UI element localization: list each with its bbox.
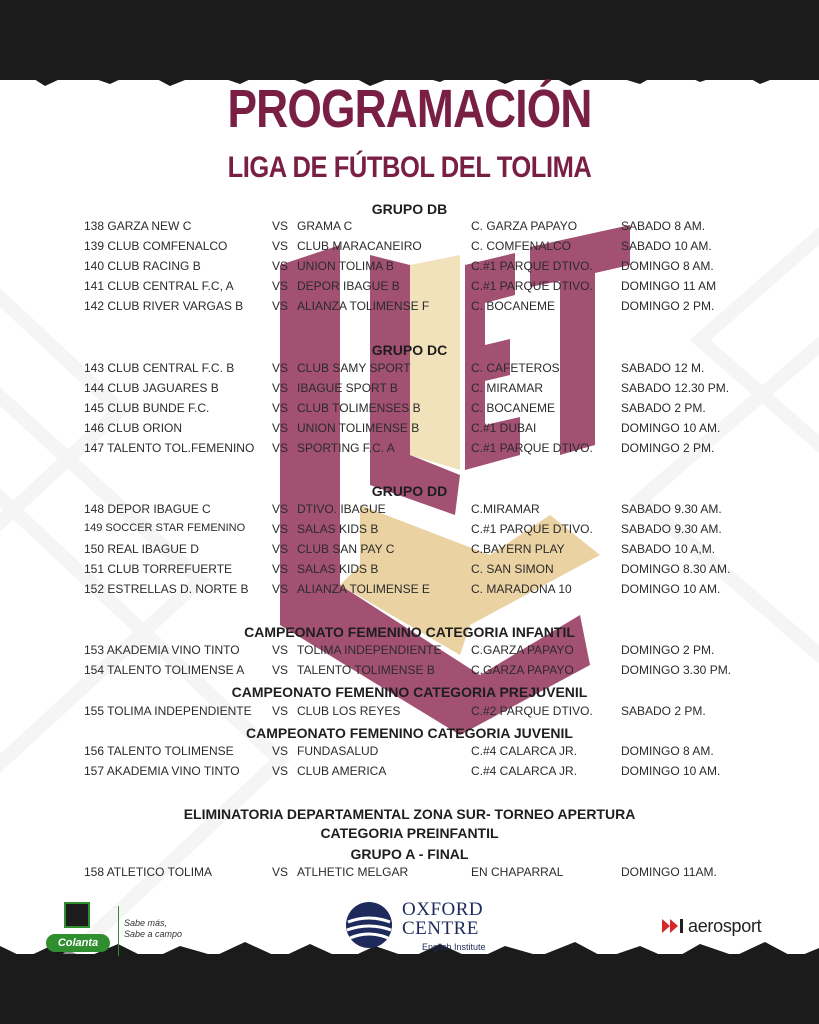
match-venue: C.MIRAMAR — [471, 502, 540, 516]
match-row — [0, 865, 819, 883]
colanta-slogan — [124, 918, 204, 940]
match-row — [0, 421, 819, 439]
match-vs: VS — [272, 259, 289, 273]
match-home: 138 GARZA NEW C — [84, 219, 192, 233]
section-heading: GRUPO DC — [371, 342, 448, 358]
match-vs: VS — [272, 542, 289, 556]
match-row — [0, 259, 819, 277]
match-away: CLUB MARACANEIRO — [297, 239, 422, 253]
section-heading: CAMPEONATO FEMENINO CATEGORIA INFANTIL — [244, 624, 575, 640]
match-date: DOMINGO 10 AM. — [621, 764, 721, 778]
match-away: DTIVO. IBAGUE — [297, 502, 386, 516]
match-row — [0, 704, 819, 722]
match-away: IBAGUE SPORT B — [297, 381, 398, 395]
fast-forward-icon — [662, 919, 686, 933]
match-away: TOLIMA INDEPENDIENTE — [297, 643, 442, 657]
match-date: SABADO 8 AM. — [621, 219, 706, 233]
match-home: 157 AKADEMIA VINO TINTO — [84, 764, 240, 778]
match-date: DOMINGO 2 PM. — [621, 299, 715, 313]
match-home: 144 CLUB JAGUARES B — [84, 381, 219, 395]
match-date: SABADO 2 PM. — [621, 401, 706, 415]
match-date: SABADO 12.30 PM. — [621, 381, 730, 395]
aerosport-name: aerosport — [688, 916, 762, 936]
match-away: UNION TOLIMENSE B — [297, 421, 420, 435]
match-venue: C.GARZA PAPAYO — [471, 643, 574, 657]
match-vs: VS — [272, 441, 289, 455]
eliminatoria-category: CATEGORIA PREINFANTIL — [320, 825, 499, 841]
match-date: DOMINGO 11AM. — [621, 865, 717, 879]
oxford-sub: English Institute — [422, 942, 486, 952]
oxford-line1: OXFORD — [402, 899, 484, 920]
match-date: SABADO 9.30 AM. — [621, 522, 722, 536]
match-home: 139 CLUB COMFENALCO — [84, 239, 228, 253]
match-date: DOMINGO 8 AM. — [621, 744, 714, 758]
match-row — [0, 299, 819, 317]
torn-edge-bottom — [0, 954, 819, 1024]
match-venue: C.#4 CALARCA JR. — [471, 744, 578, 758]
match-home: 148 DEPOR IBAGUE C — [84, 502, 211, 516]
match-vs: VS — [272, 239, 289, 253]
match-home: 156 TALENTO TOLIMENSE — [84, 744, 234, 758]
cow-icon — [64, 902, 90, 928]
match-away: ALIANZA TOLIMENSE F — [297, 299, 430, 313]
match-date: DOMINGO 2 PM. — [621, 441, 715, 455]
aerosport-logo — [662, 916, 792, 936]
match-row — [0, 522, 819, 540]
match-venue: C.#1 PARQUE DTIVO. — [471, 279, 593, 293]
eliminatoria-group: GRUPO A - FINAL — [350, 846, 469, 862]
sponsors-footer — [0, 890, 819, 960]
match-vs: VS — [272, 582, 289, 596]
match-row — [0, 764, 819, 782]
match-venue: C. SAN SIMON — [471, 562, 554, 576]
match-away: CLUB LOS REYES — [297, 704, 401, 718]
match-date: DOMINGO 11 AM — [621, 279, 717, 293]
match-date: DOMINGO 8 AM. — [621, 259, 714, 273]
match-away: CLUB TOLIMENSES B — [297, 401, 421, 415]
match-away: CLUB SAMY SPORT — [297, 361, 411, 375]
match-date: DOMINGO 2 PM. — [621, 643, 715, 657]
match-home: 152 ESTRELLAS D. NORTE B — [84, 582, 249, 596]
match-row — [0, 663, 819, 681]
match-row — [0, 502, 819, 520]
colanta-logo — [44, 902, 194, 958]
colanta-name: Colanta — [46, 934, 110, 952]
match-home: 146 CLUB ORION — [84, 421, 183, 435]
match-row — [0, 381, 819, 399]
match-date: SABADO 12 M. — [621, 361, 705, 375]
match-row — [0, 744, 819, 762]
match-home: 158 ATLETICO TOLIMA — [84, 865, 213, 879]
match-venue: C.#1 DUBAI — [471, 421, 537, 435]
section-heading: GRUPO DB — [371, 201, 448, 217]
match-home: 150 REAL IBAGUE D — [84, 542, 199, 556]
match-row — [0, 441, 819, 459]
match-vs: VS — [272, 643, 289, 657]
torn-edge-top — [0, 0, 819, 80]
match-vs: VS — [272, 219, 289, 233]
match-venue: C. BOCANEME — [471, 401, 556, 415]
match-vs: VS — [272, 663, 289, 677]
match-date: SABADO 9.30 AM. — [621, 502, 722, 516]
colanta-divider — [118, 906, 119, 956]
match-home: 151 CLUB TORREFUERTE — [84, 562, 233, 576]
match-venue: C.#1 PARQUE DTIVO. — [471, 259, 593, 273]
match-venue: C. MARADONA 10 — [471, 582, 572, 596]
colanta-slogan-line2: Sabe a campo — [124, 929, 183, 939]
section-heading: CAMPEONATO FEMENINO CATEGORIA JUVENIL — [246, 725, 573, 741]
match-row — [0, 279, 819, 297]
match-venue: C.#1 PARQUE DTIVO. — [471, 522, 593, 536]
match-away: ALIANZA TOLIMENSE E — [297, 582, 430, 596]
match-away: SPORTING F.C. A — [297, 441, 395, 455]
match-venue: EN CHAPARRAL — [471, 865, 564, 879]
oxford-line2: CENTRE — [402, 918, 479, 939]
match-date: DOMINGO 10 AM. — [621, 421, 721, 435]
match-venue: C.#4 CALARCA JR. — [471, 764, 578, 778]
match-date: SABADO 10 A,M. — [621, 542, 716, 556]
match-away: FUNDASALUD — [297, 744, 379, 758]
match-away: CLUB SAN PAY C — [297, 542, 395, 556]
match-row — [0, 401, 819, 419]
section-heading: GRUPO DD — [371, 483, 448, 499]
match-away: TALENTO TOLIMENSE B — [297, 663, 435, 677]
match-date: DOMINGO 8.30 AM. — [621, 562, 731, 576]
match-venue: C.GARZA PAPAYO — [471, 663, 574, 677]
match-vs: VS — [272, 502, 289, 516]
section-heading: CAMPEONATO FEMENINO CATEGORIA PREJUVENIL — [231, 684, 588, 700]
match-vs: VS — [272, 865, 289, 879]
match-home: 149 SOCCER STAR FEMENINO — [84, 522, 246, 534]
match-date: DOMINGO 10 AM. — [621, 582, 721, 596]
oxford-centre-logo — [344, 898, 504, 958]
match-row — [0, 582, 819, 600]
match-vs: VS — [272, 704, 289, 718]
match-row — [0, 239, 819, 257]
match-away: DEPOR IBAGUE B — [297, 279, 400, 293]
match-venue: C. BOCANEME — [471, 299, 556, 313]
match-away: SALAS KIDS B — [297, 562, 379, 576]
match-home: 142 CLUB RIVER VARGAS B — [84, 299, 244, 313]
match-venue: C. CAFETEROS — [471, 361, 560, 375]
match-date: SABADO 2 PM. — [621, 704, 706, 718]
match-vs: VS — [272, 361, 289, 375]
match-row — [0, 643, 819, 661]
match-row — [0, 219, 819, 237]
match-vs: VS — [272, 764, 289, 778]
match-date: SABADO 10 AM. — [621, 239, 712, 253]
match-vs: VS — [272, 381, 289, 395]
match-home: 153 AKADEMIA VINO TINTO — [84, 643, 240, 657]
match-row — [0, 542, 819, 560]
colanta-slogan-line1: Sabe más, — [124, 918, 168, 928]
globe-icon — [344, 900, 394, 950]
match-away: ATLHETIC MELGAR — [297, 865, 409, 879]
match-vs: VS — [272, 279, 289, 293]
match-home: 141 CLUB CENTRAL F.C, A — [84, 279, 234, 293]
match-venue: C. COMFENALCO — [471, 239, 572, 253]
match-venue: C.BAYERN PLAY — [471, 542, 565, 556]
match-date: DOMINGO 3.30 PM. — [621, 663, 732, 677]
match-venue: C.#1 PARQUE DTIVO. — [471, 441, 593, 455]
match-home: 140 CLUB RACING B — [84, 259, 201, 273]
match-away: UNION TOLIMA B — [297, 259, 394, 273]
eliminatoria-title: ELIMINATORIA DEPARTAMENTAL ZONA SUR- TORNEO APERTURA — [183, 806, 636, 822]
match-away: SALAS KIDS B — [297, 522, 379, 536]
match-home: 155 TOLIMA INDEPENDIENTE — [84, 704, 252, 718]
match-away: CLUB AMERICA — [297, 764, 387, 778]
match-vs: VS — [272, 562, 289, 576]
match-home: 154 TALENTO TOLIMENSE A — [84, 663, 245, 677]
match-row — [0, 361, 819, 379]
page-title: PROGRAMACIÓN — [227, 79, 592, 139]
match-vs: VS — [272, 299, 289, 313]
oxford-name — [402, 900, 483, 938]
match-row — [0, 562, 819, 580]
page-subtitle: LIGA DE FÚTBOL DEL TOLIMA — [227, 151, 592, 184]
match-vs: VS — [272, 744, 289, 758]
match-venue: C. GARZA PAPAYO — [471, 219, 578, 233]
match-venue: C. MIRAMAR — [471, 381, 543, 395]
match-venue: C.#2 PARQUE DTIVO. — [471, 704, 593, 718]
match-home: 147 TALENTO TOL.FEMENINO — [84, 441, 255, 455]
match-away: GRAMA C — [297, 219, 353, 233]
colanta-badge — [44, 902, 110, 954]
match-vs: VS — [272, 421, 289, 435]
match-vs: VS — [272, 522, 289, 536]
match-home: 145 CLUB BUNDE F.C. — [84, 401, 210, 415]
match-home: 143 CLUB CENTRAL F.C. B — [84, 361, 235, 375]
match-vs: VS — [272, 401, 289, 415]
